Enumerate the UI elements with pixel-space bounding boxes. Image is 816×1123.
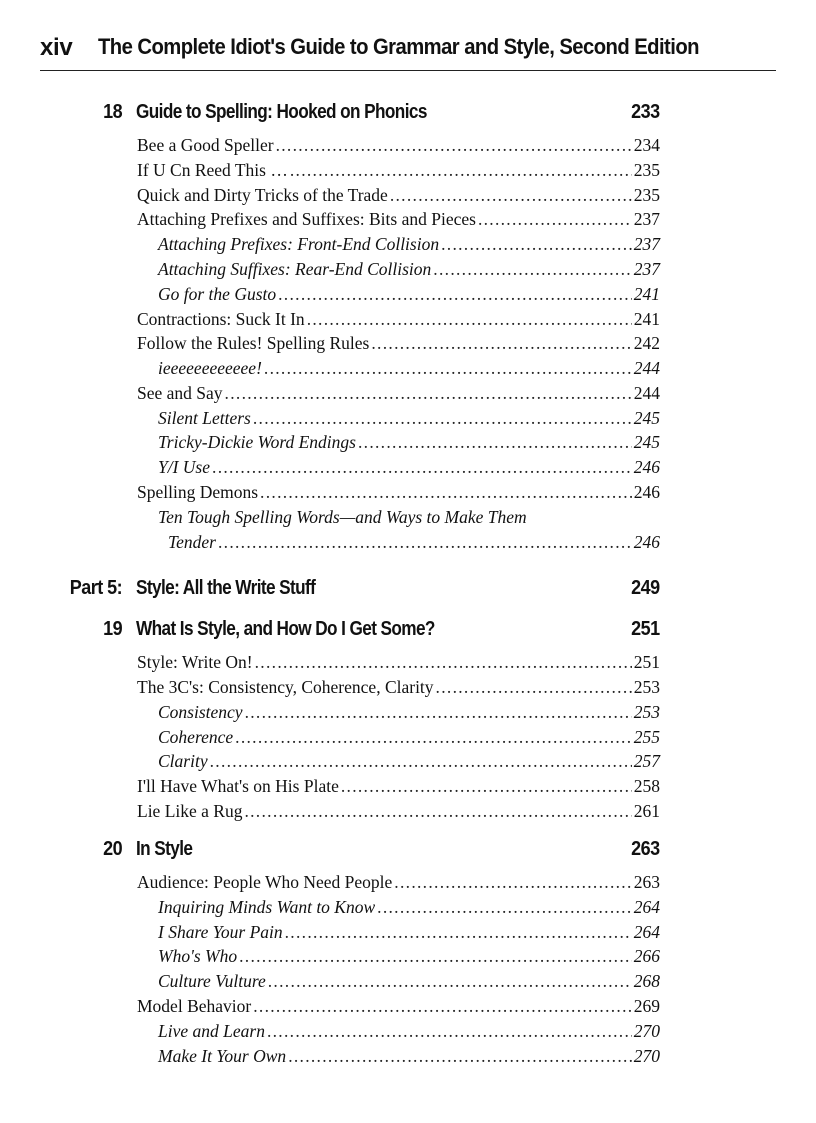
entry-label: Contractions: Suck It In	[137, 309, 305, 329]
dot-leader	[433, 257, 631, 281]
entry-page: 246	[633, 457, 660, 477]
entry-page: 257	[633, 751, 660, 771]
entry-label: Culture Vulture	[158, 971, 266, 991]
dot-leader	[218, 530, 632, 554]
entry-label: ieeeeeeeeeeee!	[158, 358, 262, 378]
entry-label: Audience: People Who Need People	[137, 872, 393, 892]
toc-subentry	[158, 944, 660, 968]
entry-page: 255	[633, 727, 660, 747]
dot-leader	[212, 455, 632, 479]
entry-label: Attaching Suffixes: Rear-End Collision	[158, 259, 432, 279]
entry-page: 241	[633, 309, 660, 329]
dot-leader	[278, 282, 632, 306]
toc-entry	[137, 994, 660, 1018]
toc-subentry-line1	[158, 505, 660, 529]
toc-entry	[137, 675, 660, 699]
dot-leader	[225, 381, 632, 405]
toc-subentry	[158, 430, 660, 454]
dot-leader	[377, 895, 632, 919]
toc-entry	[137, 183, 660, 207]
entry-page: 251	[633, 652, 660, 672]
entry-page: 234	[633, 135, 660, 155]
dot-leader	[478, 207, 632, 231]
toc-subentry	[158, 282, 660, 306]
entry-label: I'll Have What's on His Plate	[137, 776, 339, 796]
entry-label: Attaching Prefixes and Suffixes: Bits and Pieces	[137, 209, 476, 229]
entry-page: 266	[633, 946, 660, 966]
chapter-page: 233	[631, 101, 660, 123]
entry-page: 261	[633, 801, 660, 821]
dot-leader	[267, 1019, 632, 1043]
dot-leader	[253, 406, 632, 430]
dot-leader	[341, 774, 632, 798]
entry-label: Coherence	[158, 727, 234, 747]
dot-leader	[268, 969, 632, 993]
part-label: Part 5:	[69, 577, 122, 599]
entry-page: 237	[633, 209, 660, 229]
entry-page: 269	[633, 996, 660, 1016]
toc-subentry	[158, 455, 660, 479]
entry-page: 237	[633, 259, 660, 279]
chapter-number: 18	[103, 101, 122, 123]
entry-page: 253	[633, 677, 660, 697]
entry-label: Quick and Dirty Tricks of the Trade	[137, 185, 388, 205]
toc-subentry-line2	[168, 530, 660, 554]
chapter-title: What Is Style, and How Do I Get Some?	[136, 618, 435, 640]
toc-subentry	[158, 969, 660, 993]
toc-entry	[137, 331, 660, 355]
toc-subentry	[158, 725, 660, 749]
entry-page: 242	[633, 333, 660, 353]
toc-subentry	[158, 700, 660, 724]
chapter-title: In Style	[136, 838, 193, 860]
entry-label: Who's Who	[158, 946, 238, 966]
toc-entry	[137, 650, 660, 674]
part-page: 249	[631, 577, 660, 599]
dot-leader	[394, 870, 631, 894]
dot-leader	[390, 183, 632, 207]
toc-entry	[137, 774, 660, 798]
toc-entry	[137, 480, 660, 504]
entry-label: Style: Write On!	[137, 652, 253, 672]
entry-label: I Share Your Pain	[158, 922, 283, 942]
toc-subentry	[158, 1044, 660, 1068]
entry-label: Lie Like a Rug	[137, 801, 243, 821]
toc-subentry	[158, 749, 660, 773]
chapter-page: 251	[631, 618, 660, 640]
entry-label: Tender	[168, 532, 216, 552]
part-title: Style: All the Write Stuff	[136, 577, 316, 599]
toc-subentry	[158, 257, 660, 281]
toc-entry	[137, 158, 660, 182]
chapter-page: 263	[631, 838, 660, 860]
dot-leader	[235, 725, 632, 749]
dot-leader	[371, 331, 631, 355]
entry-page: 270	[633, 1046, 660, 1066]
toc-subentry	[158, 1019, 660, 1043]
entry-page: 245	[633, 432, 660, 452]
chapter-number: 19	[103, 618, 122, 640]
entry-label: Live and Learn	[158, 1021, 265, 1041]
entry-page: 241	[633, 284, 660, 304]
dot-leader	[290, 158, 632, 182]
entry-page: 264	[633, 922, 660, 942]
dot-leader	[441, 232, 632, 256]
entry-label: Attaching Prefixes: Front-End Collision	[158, 234, 440, 254]
entry-page: 245	[633, 408, 660, 428]
entry-label: Clarity	[158, 751, 208, 771]
toc-subentry	[158, 920, 660, 944]
entry-label: Y/I Use	[158, 457, 211, 477]
page-folio: xiv	[40, 34, 73, 61]
book-title: The Complete Idiot's Guide to Grammar and Style, Second Edition	[98, 34, 699, 59]
dot-leader	[239, 944, 632, 968]
entry-label: Model Behavior	[137, 996, 252, 1016]
toc-entry	[137, 133, 660, 157]
entry-label: Inquiring Minds Want to Know	[158, 897, 376, 917]
entry-page: 244	[633, 358, 660, 378]
entry-label: Spelling Demons	[137, 482, 259, 502]
dot-leader	[210, 749, 632, 773]
toc-entry	[137, 381, 660, 405]
entry-label: Tricky-Dickie Word Endings	[158, 432, 356, 452]
entry-label: If U Cn Reed This …	[137, 160, 288, 180]
dot-leader	[264, 356, 632, 380]
entry-label: Follow the Rules! Spelling Rules	[137, 333, 370, 353]
dot-leader	[255, 650, 632, 674]
entry-label: See and Say	[137, 383, 223, 403]
entry-label: Ten Tough Spelling Words—and Ways to Make Them	[158, 507, 527, 527]
dot-leader	[245, 700, 632, 724]
dot-leader	[288, 1044, 632, 1068]
entry-page: 235	[633, 160, 660, 180]
toc-entry	[137, 799, 660, 823]
toc-subentry	[158, 406, 660, 430]
entry-page: 235	[633, 185, 660, 205]
toc-subentry	[158, 232, 660, 256]
entry-label: Silent Letters	[158, 408, 251, 428]
toc-subentry	[158, 895, 660, 919]
dot-leader	[285, 920, 632, 944]
entry-page: 264	[633, 897, 660, 917]
entry-page: 268	[633, 971, 660, 991]
entry-page: 263	[633, 872, 660, 892]
dot-leader	[276, 133, 632, 157]
entry-label: Bee a Good Speller	[137, 135, 274, 155]
entry-page: 270	[633, 1021, 660, 1041]
toc-subentry	[158, 356, 660, 380]
entry-page: 246	[633, 532, 660, 552]
toc-entry	[137, 870, 660, 894]
entry-label: Go for the Gusto	[158, 284, 277, 304]
dot-leader	[436, 675, 632, 699]
entry-label: Make It Your Own	[158, 1046, 287, 1066]
dot-leader	[244, 799, 631, 823]
entry-page: 253	[633, 702, 660, 722]
dot-leader	[260, 480, 632, 504]
toc-entry	[137, 307, 660, 331]
entry-label: The 3C's: Consistency, Coherence, Clarity	[137, 677, 434, 697]
entry-page: 258	[633, 776, 660, 796]
chapter-number: 20	[103, 838, 122, 860]
entry-page: 237	[633, 234, 660, 254]
toc-entry	[137, 207, 660, 231]
dot-leader	[307, 307, 632, 331]
entry-label: Consistency	[158, 702, 243, 722]
dot-leader	[253, 994, 632, 1018]
chapter-title: Guide to Spelling: Hooked on Phonics	[136, 101, 427, 123]
dot-leader	[358, 430, 632, 454]
entry-page: 246	[633, 482, 660, 502]
running-header	[40, 30, 776, 71]
entry-page: 244	[633, 383, 660, 403]
